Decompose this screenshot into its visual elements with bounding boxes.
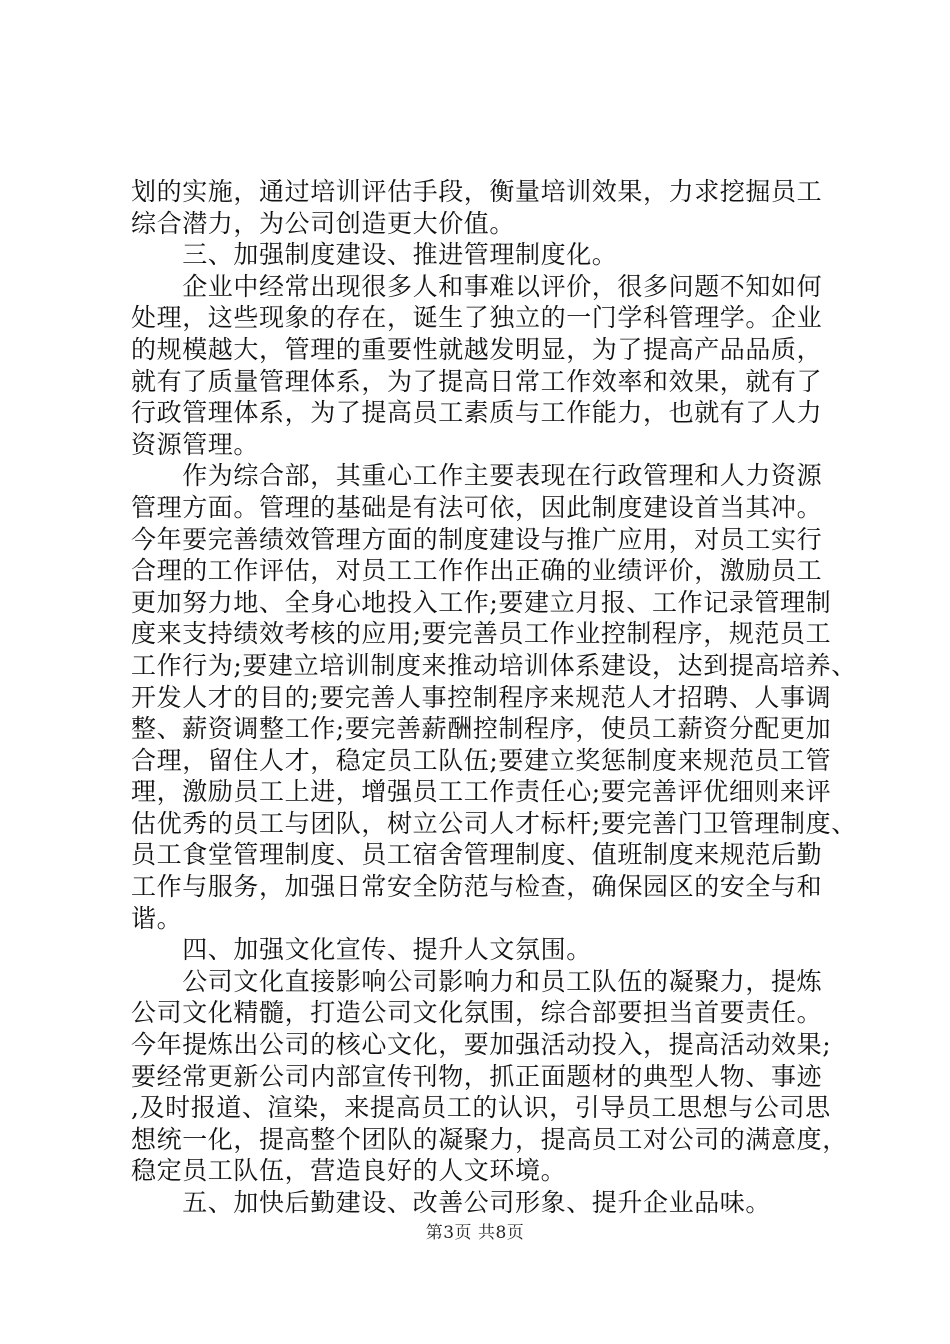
text-line: 员工食堂管理制度、员工宿舍管理制度、值班制度来规范后勤: [131, 840, 823, 870]
text-line: 更加努力地、全身心地投入工作;要建立月报、工作记录管理制: [131, 587, 832, 617]
text-line: 划的实施，通过培训评估手段，衡量培训效果，力求挖掘员工: [131, 177, 823, 206]
text-line: 公司文化精髓，打造公司文化氛围，综合部要担当首要责任。: [131, 998, 823, 1028]
text-line: 工作行为;要建立培训制度来推动培训体系建设，达到提高培养、: [131, 650, 857, 680]
section-heading: 五、加快后勤建设、改善公司形象、提升企业品味。: [131, 1188, 772, 1217]
text-line: 合理的工作评估，对员工工作作出正确的业绩评价，激励员工: [131, 556, 823, 586]
text-line: 想统一化，提高整个团队的凝聚力，提高员工对公司的满意度，: [131, 1124, 848, 1154]
text-line: 估优秀的员工与团队，树立公司人才标杆;要完善门卫管理制度、: [131, 808, 857, 838]
text-line: 资源管理。: [131, 429, 260, 459]
text-line: 的规模越大，管理的重要性就越发明显，为了提高产品品质，: [131, 334, 823, 364]
text-line: 作为综合部，其重心工作主要表现在行政管理和人力资源: [131, 461, 823, 491]
text-line: 谐。: [131, 903, 183, 933]
page-number-footer: 第3页 共8页: [425, 1223, 525, 1243]
text-line: 度来支持绩效考核的应用;要完善员工作业控制程序，规范员工: [131, 619, 832, 649]
text-line: 今年要完善绩效管理方面的制度建设与推广应用，对员工实行: [131, 524, 823, 554]
text-line: 今年提炼出公司的核心文化，要加强活动投入，提高活动效果;: [131, 1030, 832, 1060]
text-line: 公司文化直接影响公司影响力和员工队伍的凝聚力，提炼: [131, 966, 823, 996]
text-line: 理，激励员工上进，增强员工工作责任心;要完善评优细则来评: [131, 777, 832, 807]
section-heading: 三、加强制度建设、推进管理制度化。: [131, 240, 618, 270]
text-line: 就有了质量管理体系，为了提高日常工作效率和效果，就有了: [131, 366, 823, 396]
text-line: 管理方面。管理的基础是有法可依，因此制度建设首当其冲。: [131, 492, 823, 522]
text-line: ,及时报道、渲染，来提高员工的认识，引导员工思想与公司思: [131, 1093, 831, 1123]
text-line: 整、薪资调整工作;要完善薪酬控制程序，使员工薪资分配更加: [131, 714, 832, 744]
text-line: 要经常更新公司内部宣传刊物，抓正面题材的典型人物、事迹: [131, 1061, 823, 1091]
text-line: 处理，这些现象的存在，诞生了独立的一门学科管理学。企业: [131, 303, 823, 333]
text-line: 企业中经常出现很多人和事难以评价，很多问题不知如何: [131, 271, 823, 301]
text-line: 稳定员工队伍，营造良好的人文环境。: [131, 1156, 567, 1186]
text-line: 合理，留住人才，稳定员工队伍;要建立奖惩制度来规范员工管: [131, 745, 832, 775]
body-text: [131, 176, 857, 1219]
text-line: 开发人才的目的;要完善人事控制程序来规范人才招聘、人事调: [131, 682, 832, 712]
text-line: 综合潜力，为公司创造更大价值。: [131, 208, 516, 238]
text-line: 工作与服务，加强日常安全防范与检查，确保园区的安全与和: [131, 872, 823, 902]
section-heading: 四、加强文化宣传、提升人文氛围。: [131, 935, 592, 965]
text-line: 行政管理体系，为了提高员工素质与工作能力，也就有了人力: [131, 398, 823, 428]
